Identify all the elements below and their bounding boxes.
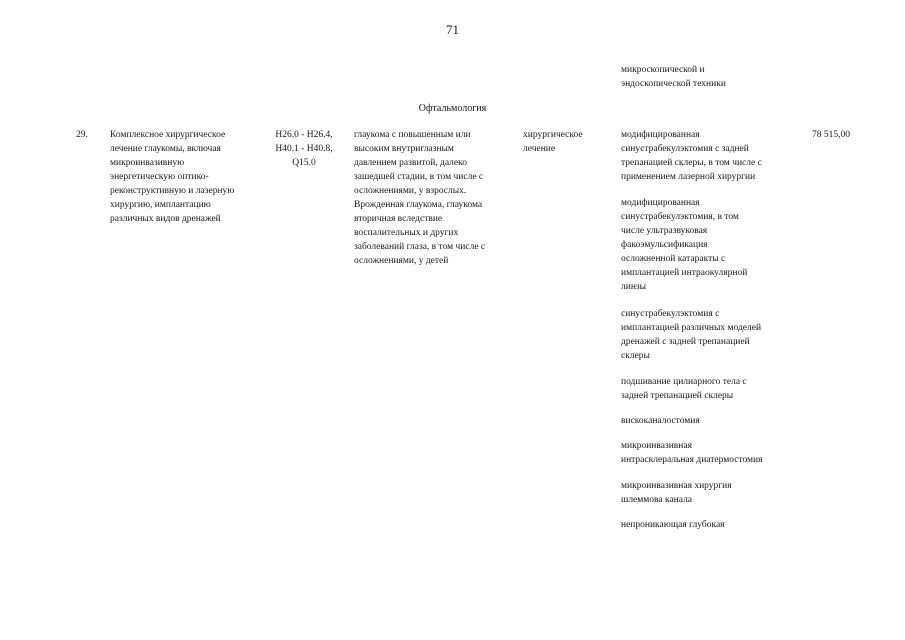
method-item: синустрабекулэктомия с имплантацией различных моделей дренажей с задней трепанацией склеры — [621, 309, 762, 361]
method-item: модифицированная синустрабекулэктомия с задней трепанацией склеры, в том числе с применением лазерной хирургии — [621, 130, 762, 182]
method-item: непроникающая глубокая — [621, 520, 725, 530]
method-item: микроинвазивная интрасклеральная диатермостомия — [621, 441, 763, 465]
row-patient-model: глаукома с повышенным или высоким внутриглазным давлением развитой, далеко зашедшей стадии, в том числе с осложнениями, у взрослых. Врожденная глаукома, глаукома вторичная вследствие воспалительных и других заболеваний глаза, в том числе с осложнениями, у детей — [354, 130, 486, 266]
row-name: Комплексное хирургическое лечение глаукомы, включая микроинвазивную энергетическую оптико- реконструктивную и лазерную хирургию, имплантацию различных видов дренажей — [110, 130, 235, 224]
carry-over-text: микроскопической и эндоскопической техники — [621, 65, 726, 89]
section-title: Офтальмология — [418, 103, 487, 114]
row-price: 78 515,00 — [812, 130, 850, 140]
row-treatment-type: хирургическое лечение — [523, 130, 583, 154]
method-item: подшивание цилиарного тела с задней трепанацией склеры — [621, 377, 747, 401]
method-item: модифицированная синустрабекулэктомия, в том числе ультразвуковая факоэмульсификация осложненной катаракты с имплантацией интраокулярной линзы — [621, 198, 748, 292]
row-codes: H26.0 - H26.4, H40.1 - H40.8, Q15.0 — [275, 130, 333, 168]
method-item: микроинвазивная хирургия шлеммова канала — [621, 481, 732, 505]
page-number: 71 — [446, 22, 459, 37]
row-number: 29. — [76, 130, 88, 140]
method-item: вискоканалостомия — [621, 416, 700, 426]
